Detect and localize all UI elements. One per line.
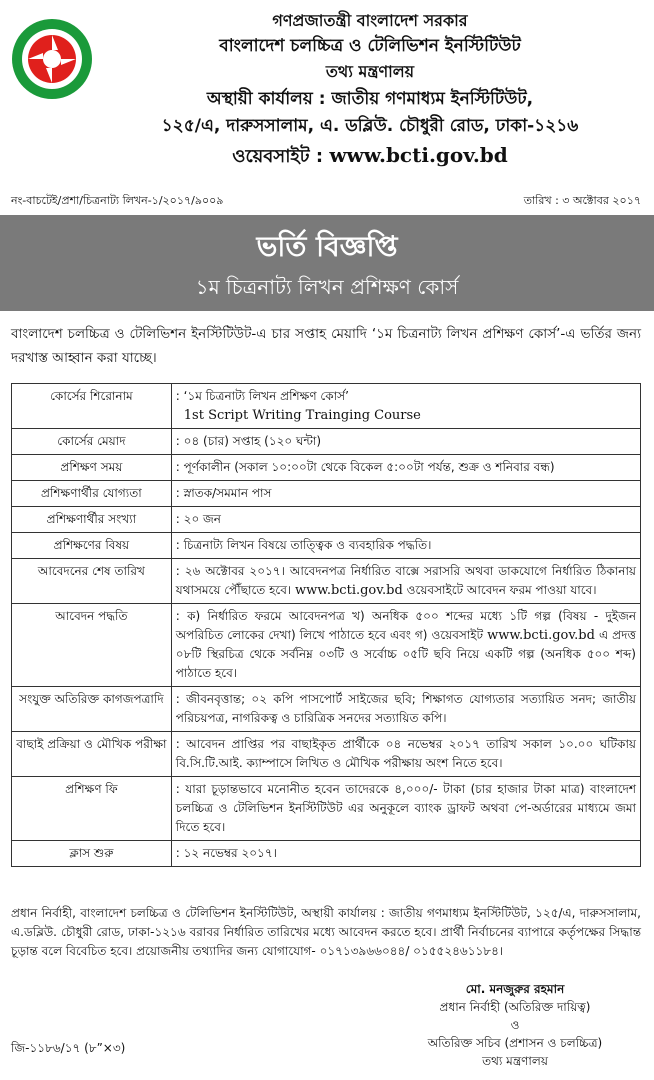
course-info-table (11, 383, 641, 867)
eligibility-label: প্রশিক্ষণার্থীর যোগ্যতা (12, 481, 172, 507)
bcti-logo-icon (11, 18, 93, 100)
method-value (171, 604, 640, 687)
method-label: আবেদন পদ্ধতি (12, 604, 172, 687)
selection-value: : আবেদন প্রাপ্তির পর বাছাইকৃত প্রার্থীকে ০৪ নভেম্বর ২০১৭ তারিখ সকাল ১০.০০ ঘটিকায় বি.সি.টি.আই. ক্যাম্পাসে লিখিত ও মৌখিক পরীক্ষায় অংশ নিতে হবে। (171, 732, 640, 777)
duration-value: : ০৪ (চার) সপ্তাহ (১২০ ঘন্টা) (171, 429, 640, 455)
table-row (12, 429, 641, 455)
documents-label: সংযুক্ত অতিরিক্ত কাগজপত্রাদি (12, 687, 172, 732)
ministry-title: তথ্য মন্ত্রণালয় (325, 62, 415, 81)
deadline-url: www.bcti.gov.bd (295, 583, 403, 598)
course-subtitle: ১ম চিত্রনাট্য লিখন প্রশিক্ষণ কোর্স (195, 275, 459, 299)
table-row (12, 533, 641, 559)
footer-paragraph: প্রধান নির্বাহী, বাংলাদেশ চলচ্চিত্র ও টেলিভিশন ইনস্টিটিউট, অস্থায়ী কার্যালয় : জাতীয় গণমাধ্যম ইনস্টিটিউট, ১২৫/এ, দারুসসালাম, এ.ডব্লিউ. চৌধুরী রোড, ঢাকা-১২১৬ বরাবর নির্ধারিত তারিখের মধ্যে আবেদন করতে হবে। প্রার্থী নির্বাচনের ব্যাপারে কর্তৃপক্ষের সিদ্ধান্ত চূড়ান্ত বলে বিবেচিত হবে। প্রয়োজনীয় তথ্যাদির জন্য যোগাযোগ- ০১৭১৩৯৬৬০৪৪/ ০১৫৫২৪৬১১৮৪। (11, 906, 641, 958)
deadline-text-2: ওয়েবসাইটে আবেদন ফরম পাওয়া যাবে। (406, 583, 597, 597)
reference-number: নং-বাচটেই/প্রশা/চিত্রনাট্য লিখন-১/২০১৭/৯০০৯ (11, 194, 224, 207)
signatory-title-1: প্রধান নির্বাহী (অতিরিক্ত দায়িত্ব) (439, 1000, 591, 1014)
eligibility-value: : স্নাতক/সমমান পাস (171, 481, 640, 507)
course-title-en: 1st Script Writing Trainging Course (183, 408, 421, 423)
signatory-title-2: অতিরিক্ত সচিব (প্রশাসন ও চলচ্চিত্র) (427, 1036, 603, 1050)
trainee-count-label: প্রশিক্ষণার্থীর সংখ্যা (12, 507, 172, 533)
deadline-value (171, 559, 640, 604)
signatory-ministry: তথ্য মন্ত্রণালয় (482, 1054, 548, 1068)
method-text-2: এ প্রদত্ত ০৮টি স্থিরচিত্র থেকে সর্বনিম্ন ০৩টি ও সর্বোচ্চ ০৫টি ছবি নিয়ে একটি গল্প (অনধিক ৫০০ শব্দ) পাঠাতে হবে। (175, 628, 636, 680)
course-title-label: কোর্সের শিরোনাম (12, 384, 172, 429)
table-row (12, 604, 641, 687)
subject-label: প্রশিক্ষণের বিষয় (12, 533, 172, 559)
training-time-value: : পূর্ণকালীন (সকাল ১০:০০টা থেকে বিকেল ৫:০০টা পর্যন্ত, শুক্র ও শনিবার বন্ধ) (171, 455, 640, 481)
signatory-name: মো. মনজুরুর রহমান (465, 982, 565, 996)
table-row (12, 507, 641, 533)
notice-title: ভর্তি বিজ্ঞপ্তি (256, 230, 398, 263)
office-line: অস্থায়ী কার্যালয় : জাতীয় গণমাধ্যম ইনস্টিটিউট, (206, 89, 534, 109)
course-title-value (171, 384, 640, 429)
header (0, 0, 654, 185)
table-row (12, 384, 641, 429)
address-line: ১২৫/এ, দারুসসালাম, এ. ডব্লিউ. চৌধুরী রোড, ঢাকা-১২১৬ (161, 116, 579, 136)
class-start-value: : ১২ নভেম্বর ২০১৭। (171, 841, 640, 867)
selection-label: বাছাই প্রক্রিয়া ও মৌখিক পরীক্ষা (12, 732, 172, 777)
deadline-text-1: : ২৬ অক্টোবর ২০১৭। আবেদনপত্র নির্ধারিত বাক্সে সরাসরি অথবা ডাকযোগে নির্ধারিত ঠিকানায় যথাসময়ে পৌঁছাতে হবে। (175, 564, 636, 597)
website-line (150, 145, 590, 166)
signature-block (380, 980, 650, 1070)
training-time-label: প্রশিক্ষণ সময় (12, 455, 172, 481)
table-row (12, 732, 641, 777)
table-row (12, 455, 641, 481)
intro-paragraph: বাংলাদেশ চলচ্চিত্র ও টেলিভিশন ইনস্টিটিউট-এ চার সপ্তাহ মেয়াদি ‘১ম চিত্রনাট্য লিখন প্রশিক্ষণ কোর্স’-এ ভর্তির জন্য দরখাস্ত আহ্বান করা যাচ্ছে। (11, 326, 641, 366)
method-text-1: : ক) নির্ধারিত ফরমে আবেদনপত্র খ) অনধিক ৫০০ শব্দের মধ্যে ১টি গল্প (বিষয় - দুইজন অপরিচিত লোকের দেখা) লিখে পাঠাতে হবে এবং গ) ওয়েবসাইট (175, 609, 636, 642)
title-banner (0, 215, 654, 311)
institute-title: বাংলাদেশ চলচ্চিত্র ও টেলিভিশন ইনস্টিটিউট (219, 36, 521, 56)
signatory-and: ও (510, 1018, 520, 1032)
duration-label: কোর্সের মেয়াদ (12, 429, 172, 455)
course-title-bn: : ‘১ম চিত্রনাট্য লিখন প্রশিক্ষণ কোর্স’ (175, 389, 349, 403)
gd-reference: জি-১১৮৬/১৭ (৮”×৩) (11, 1041, 126, 1055)
class-start-label: ক্লাস শুরু (12, 841, 172, 867)
fee-value: : যারা চূড়ান্তভাবে মনোনীত হবেন তাদেরকে ৪,০০০/- টাকা (চার হাজার টাকা মাত্র) বাংলাদেশ চলচ্চিত্র ও টেলিভিশন ইনস্টিটিউট এর অনুকূলে ব্যাংক ড্রাফট অথবা পে-অর্ডারের মাধ্যমে জমা দিতে হবে। (171, 777, 640, 841)
subject-value: : চিত্রনাট্য লিখন বিষয়ে তাত্ত্বিক ও ব্যবহারিক পদ্ধতি। (171, 533, 640, 559)
notice-date: তারিখ : ৩ অক্টোবর ২০১৭ (523, 194, 641, 207)
table-row (12, 777, 641, 841)
documents-value: : জীবনবৃত্তান্ত; ০২ কপি পাসপোর্ট সাইজের ছবি; শিক্ষাগত যোগ্যতার সত্যায়িত সনদ; জাতীয় পরিচয়পত্র, নাগরিকত্ব ও চারিত্রিক সনদের সত্যায়িত কপি। (171, 687, 640, 732)
trainee-count-value: : ২০ জন (171, 507, 640, 533)
website-url: www.bcti.gov.bd (329, 143, 508, 167)
table-row (12, 841, 641, 867)
table-row (12, 559, 641, 604)
fee-label: প্রশিক্ষণ ফি (12, 777, 172, 841)
method-url: www.bcti.gov.bd (487, 628, 595, 643)
table-row (12, 481, 641, 507)
deadline-label: আবেদনের শেষ তারিখ (12, 559, 172, 604)
government-title: গণপ্রজাতন্ত্রী বাংলাদেশ সরকার (272, 11, 468, 30)
website-label: ওয়েবসাইট : (232, 146, 324, 167)
table-row (12, 687, 641, 732)
